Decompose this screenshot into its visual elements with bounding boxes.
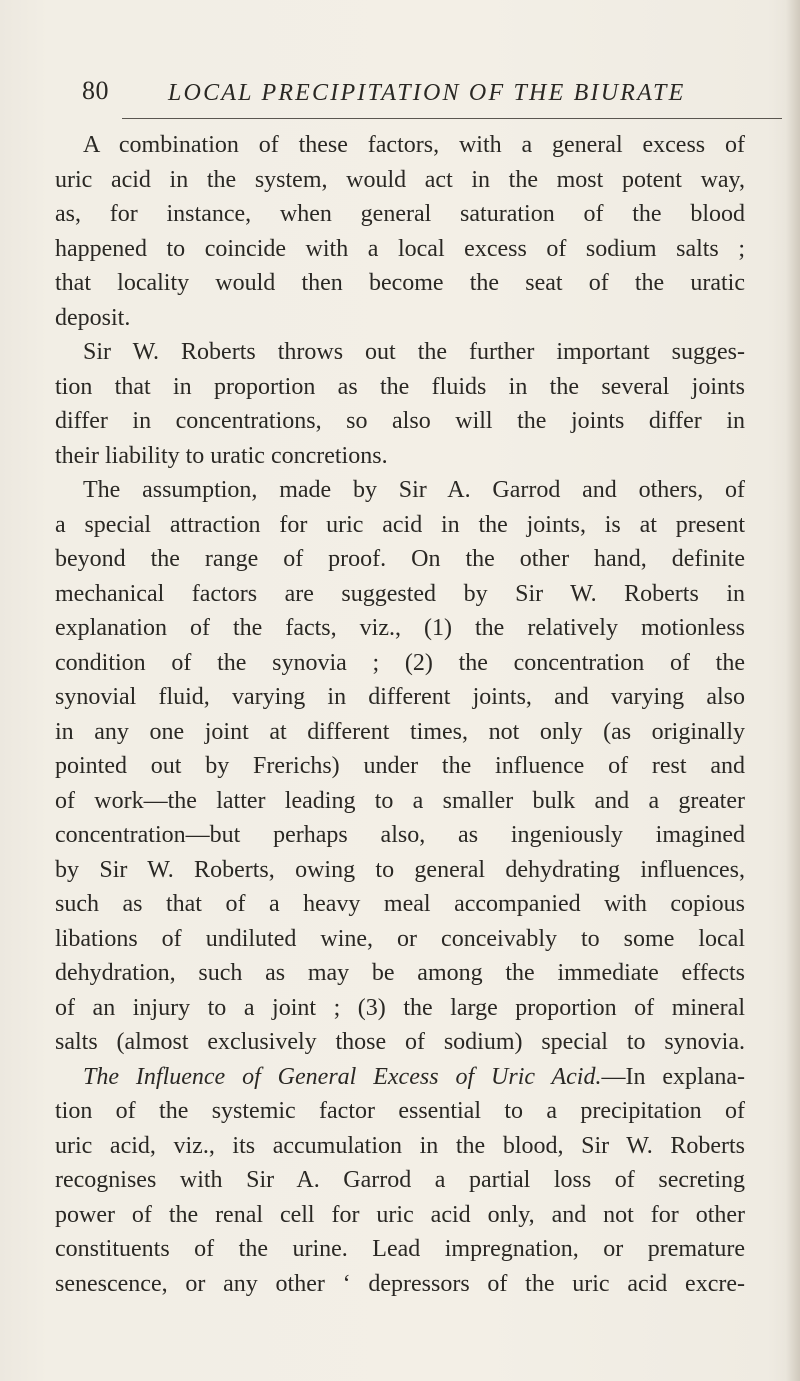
text-line: The assumption, made by Sir A. Garrod and others, of xyxy=(83,477,745,503)
header-rule xyxy=(122,118,782,119)
running-head xyxy=(82,76,762,116)
text-line: their liability to uratic concretions. xyxy=(55,442,388,469)
text-line: salts (almost exclusively those of sodium) special to synovia. xyxy=(55,1029,745,1055)
page-number: 80 xyxy=(82,76,109,105)
text-line: of an injury to a joint ; (3) the large proportion of mineral xyxy=(55,994,745,1021)
text-line: mechanical factors are suggested by Sir W. Roberts in xyxy=(55,580,745,607)
text-line: as, for instance, when general saturation of the blood xyxy=(55,201,745,227)
text-line: pointed out by Frerichs) under the influence of rest and xyxy=(55,753,745,779)
text-line: tion of the systemic factor essential to a precipitation of xyxy=(55,1098,745,1124)
page-edge-shadow xyxy=(786,0,800,1381)
section-heading: The Influence of General Excess of Uric Acid. xyxy=(83,1063,602,1090)
text-line: tion that in proportion as the fluids in the several joints xyxy=(55,373,745,400)
text-line: Sir W. Roberts throws out the further important sugges- xyxy=(83,339,745,365)
text-line: power of the renal cell for uric acid only, and not for other xyxy=(55,1201,745,1228)
text-line: dehydration, such as may be among the immediate effects xyxy=(55,960,745,986)
text-line: explanation of the facts, viz., (1) the relatively motionless xyxy=(55,615,745,641)
text-line: happened to coincide with a local excess of sodium salts ; xyxy=(55,235,745,262)
text-line: constituents of the urine. Lead impregnation, or premature xyxy=(55,1236,745,1262)
text-line: differ in concentrations, so also will the joints differ in xyxy=(55,408,745,434)
text-line: uric acid, viz., its accumulation in the blood, Sir W. Roberts xyxy=(55,1132,745,1159)
text-line: condition of the synovia ; (2) the concentration of the xyxy=(55,649,745,676)
running-title: LOCAL PRECIPITATION OF THE BIURATE xyxy=(168,80,686,106)
section-heading-line xyxy=(55,1060,745,1095)
text-line: recognises with Sir A. Garrod a partial loss of secreting xyxy=(55,1167,745,1193)
text-line: uric acid in the system, would act in the most potent way, xyxy=(55,166,745,193)
text-line: such as that of a heavy meal accompanied with copious xyxy=(55,891,745,917)
section-heading-rest: —In explana- xyxy=(601,1063,746,1090)
text-line: in any one joint at different times, not only (as originally xyxy=(55,718,745,745)
text-line: deposit. xyxy=(55,304,131,331)
text-line: concentration—but perhaps also, as ingeniously imagined xyxy=(55,822,745,848)
text-line: beyond the range of proof. On the other hand, definite xyxy=(55,546,745,572)
text-line: by Sir W. Roberts, owing to general dehydrating influences, xyxy=(55,856,745,883)
text-line: A combination of these factors, with a general excess of xyxy=(83,132,745,158)
text-line: synovial fluid, varying in different joints, and varying also xyxy=(55,684,745,710)
text-line: a special attraction for uric acid in the joints, is at present xyxy=(55,511,745,538)
text-line: of work—the latter leading to a smaller bulk and a greater xyxy=(55,787,745,814)
text-line: libations of undiluted wine, or conceivably to some local xyxy=(55,925,745,952)
text-line: senescence, or any other ‘ depressors of the uric acid excre- xyxy=(55,1270,745,1297)
body-text xyxy=(55,128,745,1301)
text-line: that locality would then become the seat of the uratic xyxy=(55,270,745,296)
